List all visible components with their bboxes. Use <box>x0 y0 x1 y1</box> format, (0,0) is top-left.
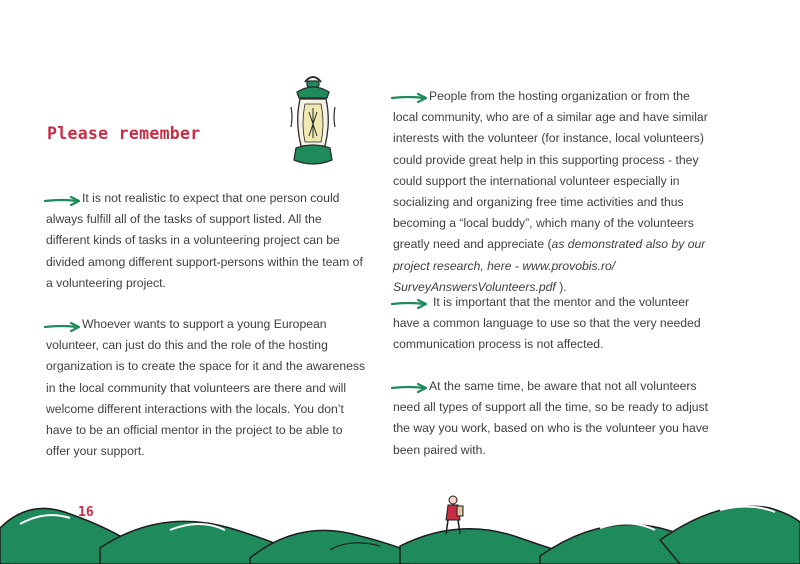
page-number: 16 <box>78 505 94 520</box>
right-paragraph-3-text: At the same time, be aware that not all volunteers need all types of support all the time, so be ready to adjust the way you work, based on who is the volunteer you have been paired with. <box>393 379 709 457</box>
right-paragraph-2 <box>393 292 709 356</box>
right-paragraph-1-end: ). <box>555 279 567 294</box>
left-paragraph-2-text: Whoever wants to support a young European volunteer, can just do this and the role of the hosting organization is to create the space for it and the awareness in the local community that volunteers are there and will welcome different interactions with the locals. You don’t have to be an official mentor in the project to be able to offer your support. <box>46 317 366 459</box>
hills-illustration <box>0 488 800 564</box>
lantern-illustration <box>283 72 343 172</box>
left-paragraph-1 <box>46 188 364 294</box>
right-paragraph-1 <box>393 86 711 298</box>
section-heading: Please remember <box>47 124 201 143</box>
right-paragraph-2-text: It is important that the mentor and the volunteer have a common language to use so that the very needed communication process is not affected. <box>393 295 701 352</box>
hiker-figure <box>438 494 468 540</box>
project-research-reference: as demonstrated also by our project research, here - www.provobis.ro/ SurveyAnswersVolunteers.pdf <box>393 237 706 294</box>
right-paragraph-3 <box>393 376 711 461</box>
left-paragraph-2 <box>46 314 366 462</box>
right-paragraph-1-text: People from the hosting organization or from the local community, who are of a similar age and have similar interests with the volunteer (for instance, local volunteers) could provide great help in this supporting process - they could support the international volunteer especially in socializing and organizing free time activities and thus becoming a “local buddy”, which many of the volunteers greatly need and appreciate ( <box>393 89 708 252</box>
left-paragraph-1-text: It is not realistic to expect that one person could always fulfill all of the tasks of support listed. All the different kinds of tasks in a volunteering project can be divided among different support-persons within the team of a volunteering project. <box>46 191 363 290</box>
